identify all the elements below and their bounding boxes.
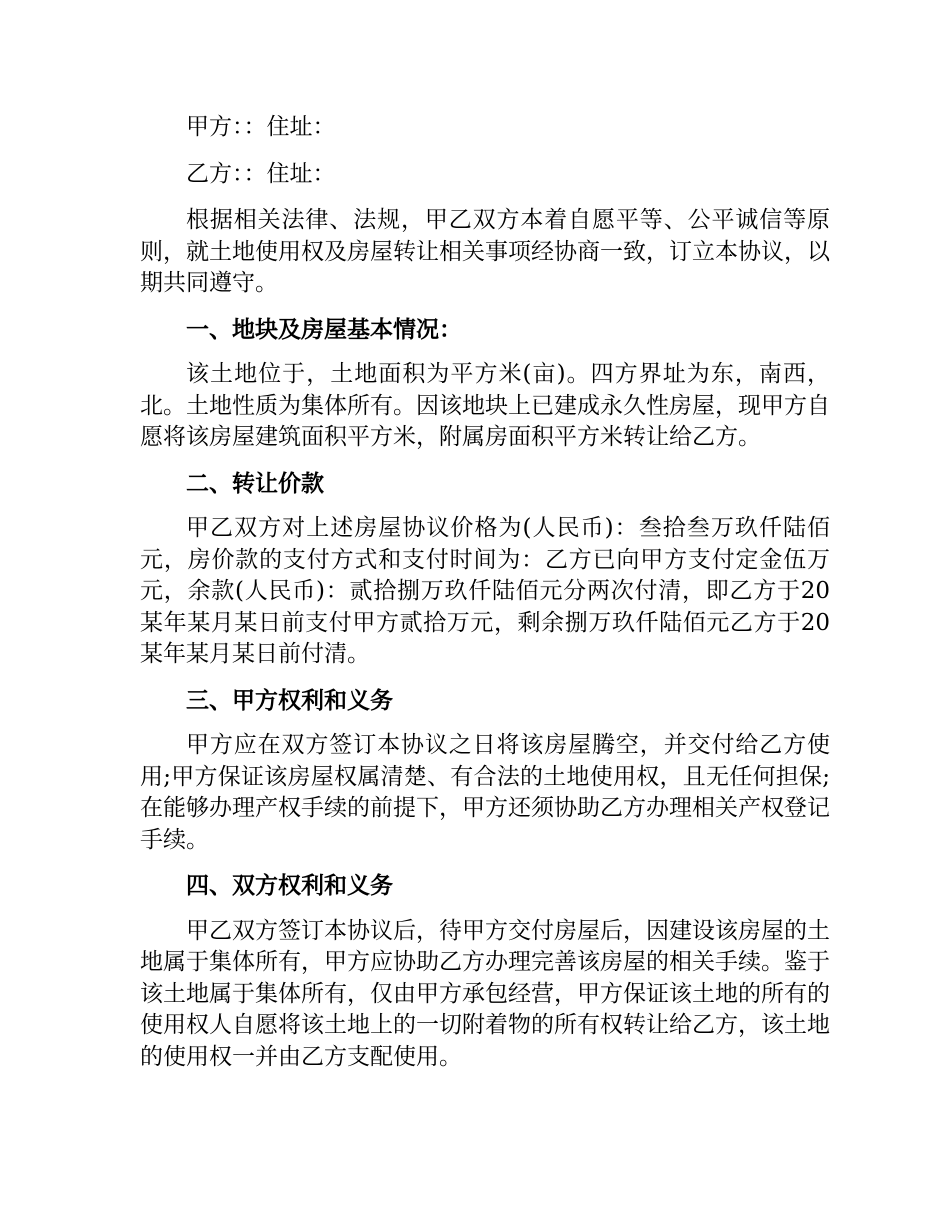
section-4-heading: 四、双方权利和义务 xyxy=(186,872,393,899)
section-3-body: 甲方应在双方签订本协议之日将该房屋腾空，并交付给乙方使用;甲方保证该房屋权属清楚、有合法的土地使用权，且无任何担保;在能够办理产权手续的前提下，甲方还须协助乙方办理相关产权登记手续。 xyxy=(140,732,830,853)
section-3-heading: 三、甲方权利和义务 xyxy=(186,686,393,714)
section-2-body: 甲乙双方对上述房屋协议价格为(人民币)：叁拾叁万玖仟陆佰元，房价款的支付方式和支付时间为：乙方已向甲方支付定金伍万元，余款(人民币)：贰拾捌万玖仟陆佰元分两次付清，即乙方于20某年某月某日前支付甲方贰拾万元，剩余捌万玖仟陆佰元乙方于20某年某月某日前付清。 xyxy=(140,515,830,667)
section-1-heading: 一、地块及房屋基本情况： xyxy=(186,315,462,343)
party-a-line: 甲方：：住址： xyxy=(186,114,336,140)
section-1-body: 该土地位于，土地面积为平方米(亩)。四方界址为东，南西，北。土地性质为集体所有。因该地块上已建成永久性房屋，现甲方自愿将该房屋建筑面积平方米，附属房面积平方米转让给乙方。 xyxy=(140,361,830,450)
party-b-line: 乙方：：住址： xyxy=(186,160,336,187)
document-page xyxy=(140,112,830,1087)
section-4-body: 甲乙双方签订本协议后，待甲方交付房屋后，因建设该房屋的土地属于集体所有，甲方应协助乙方办理完善该房屋的相关手续。鉴于该土地属于集体所有，仅由甲方承包经营，甲方保证该土地的所有的使用权人自愿将该土地上的一切附着物的所有权转让给乙方，该土地的使用权一并由乙方支配使用。 xyxy=(140,917,830,1070)
section-2-heading: 二、转让价款 xyxy=(186,469,324,497)
intro-paragraph: 根据相关法律、法规，甲乙双方本着自愿平等、公平诚信等原则，就土地使用权及房屋转让相关事项经协商一致，订立本协议，以期共同遵守。 xyxy=(140,207,830,296)
